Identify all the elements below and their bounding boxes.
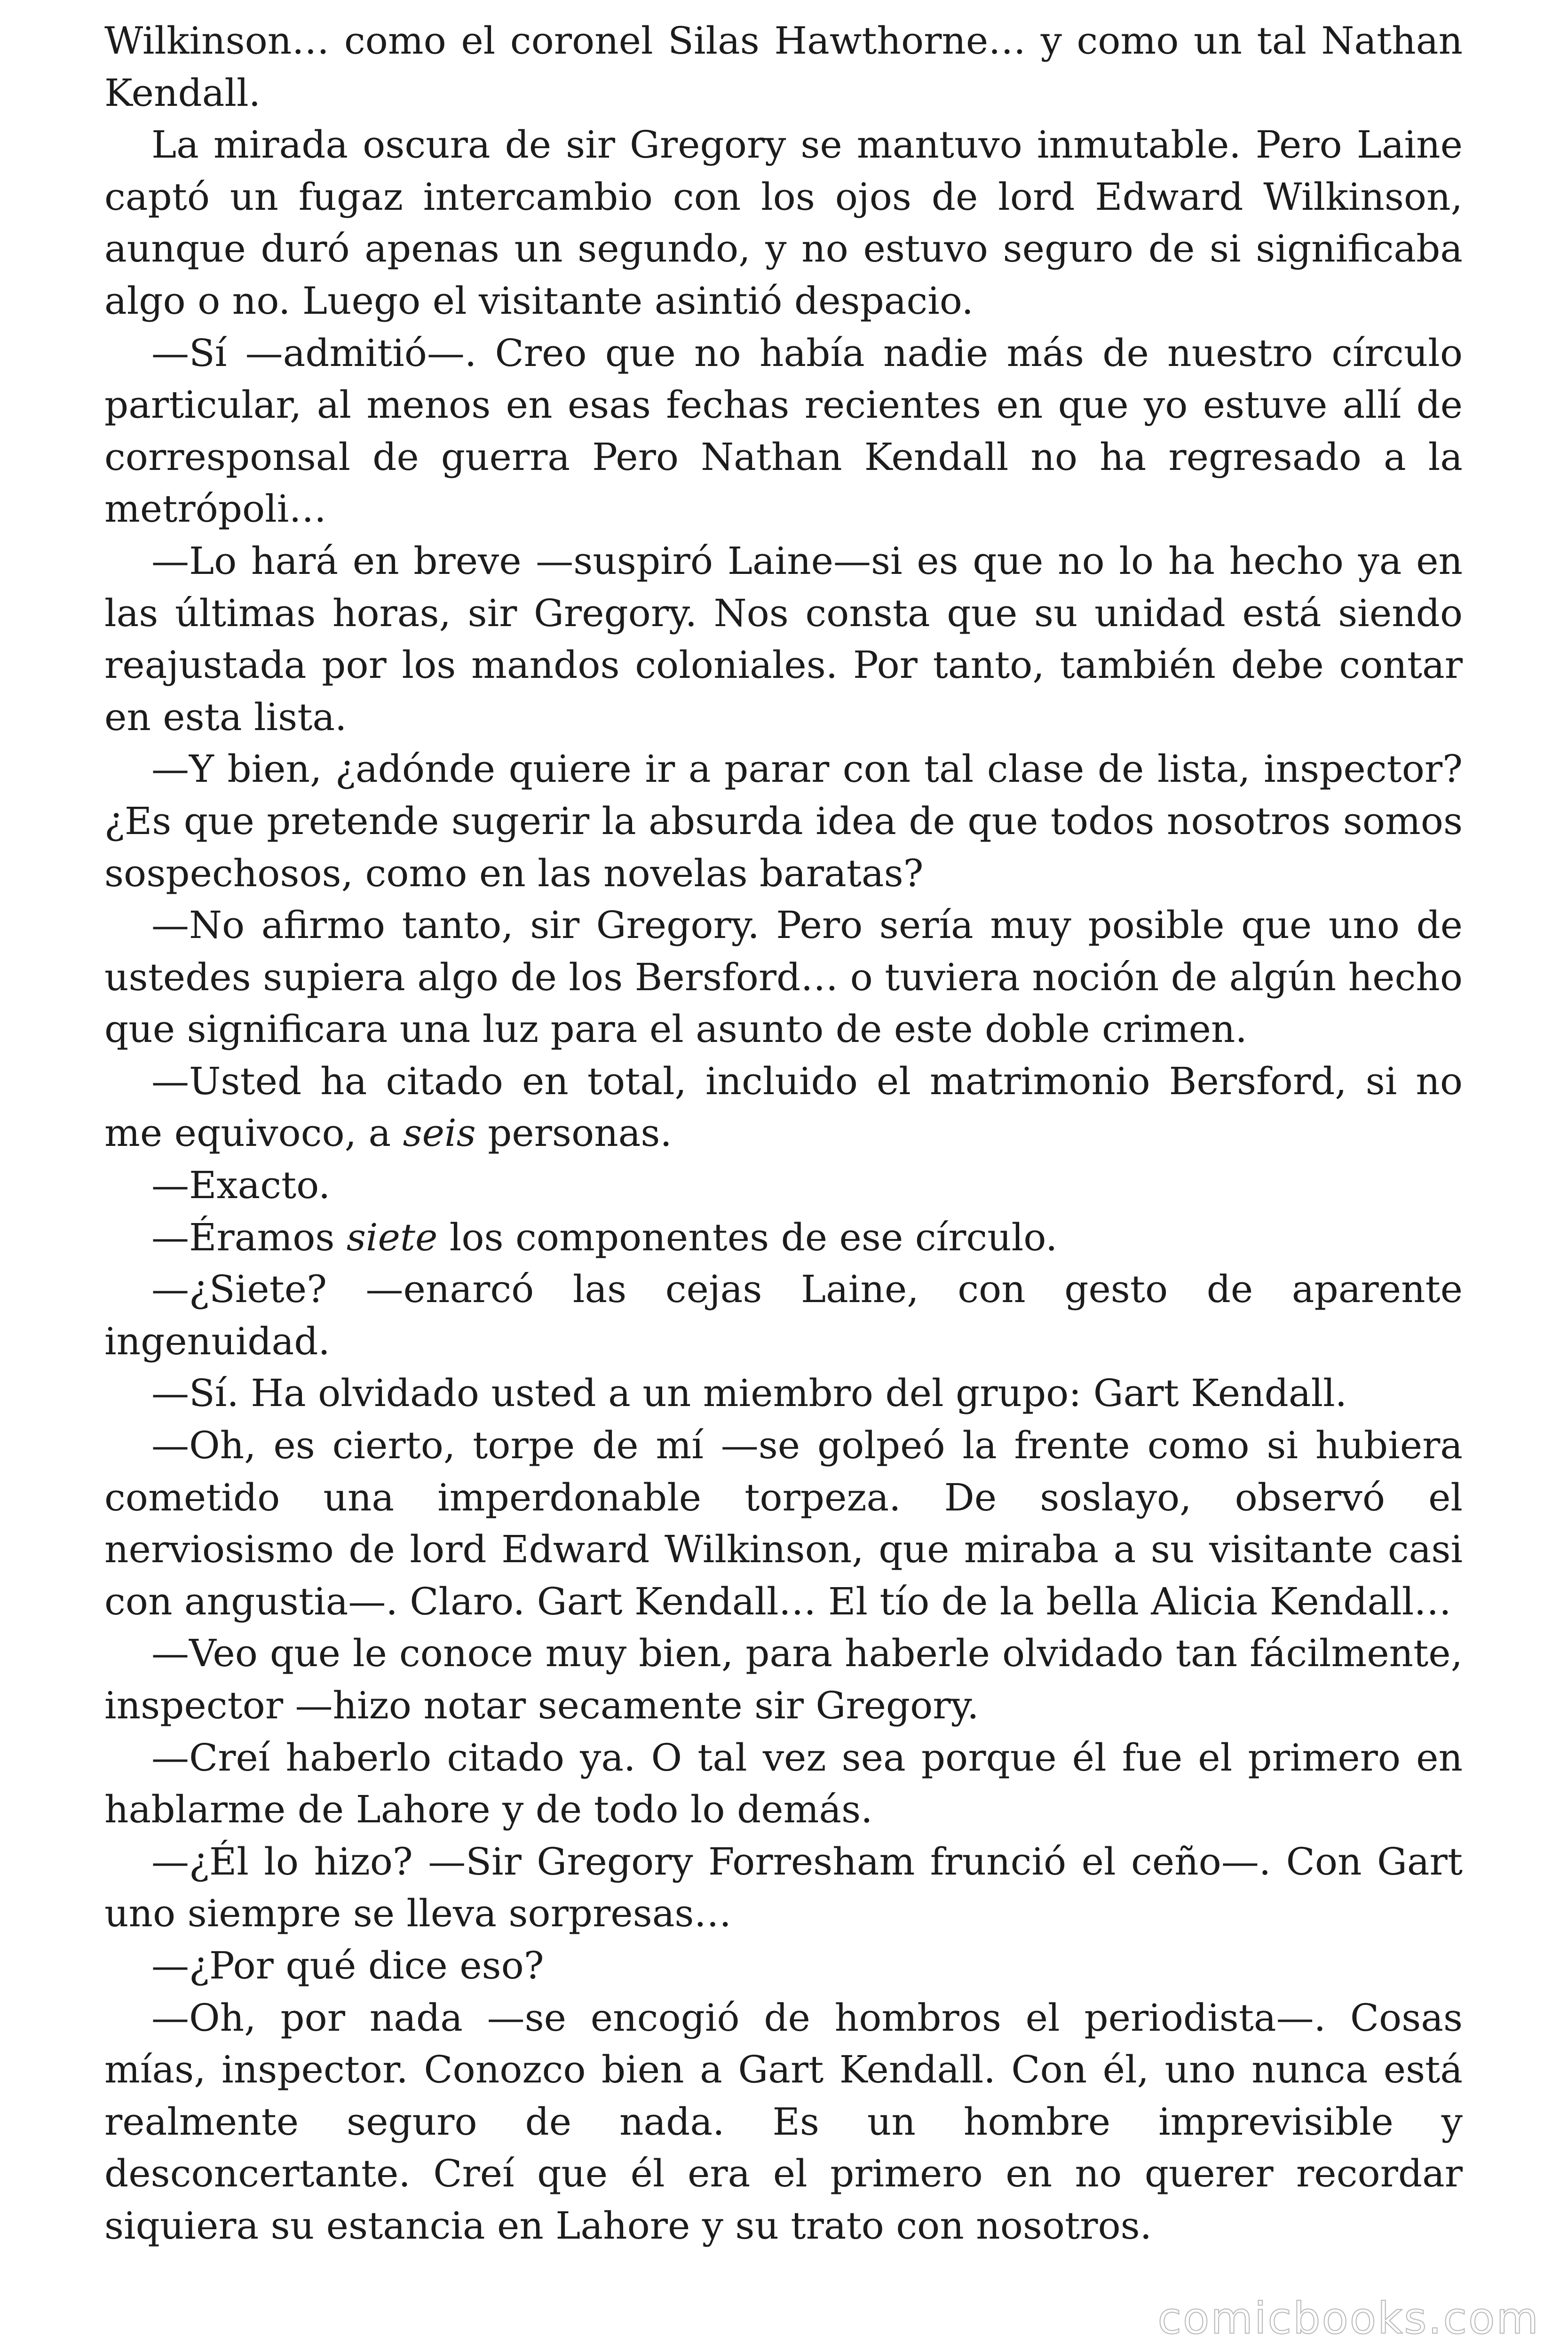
paragraph-7-text-before: —Usted ha citado en total, incluido el matrimonio Bersford, si no me equivoco, a — [104, 1059, 1463, 1155]
paragraph-7 — [104, 1056, 1463, 1160]
paragraph-8: —Exacto. — [151, 1163, 331, 1208]
paragraph-10: —¿Siete? —enarcó las cejas Laine, con gesto de aparente ingenuidad. — [104, 1267, 1463, 1363]
paragraph-3: —Sí —admitió—. Creo que no había nadie más de nuestro círculo particular, al menos en esas fechas recientes en que yo estuve allí de corresponsal de guerra Pero Nathan Kendall no ha regresado a la metrópoli… — [104, 331, 1463, 531]
paragraph-11: —Sí. Ha olvidado usted a un miembro del grupo: Gart Kendall. — [151, 1371, 1347, 1415]
paragraph-1: Wilkinson… como el coronel Silas Hawthorne… y como un tal Nathan Kendall. — [104, 19, 1463, 115]
paragraph-7-text-after: personas. — [475, 1111, 672, 1155]
paragraph-5: —Y bien, ¿adónde quiere ir a parar con tal clase de lista, inspector? ¿Es que pretende sugerir la absurda idea de que todos nosotros somos sospechosos, como en las novelas baratas? — [104, 747, 1463, 895]
paragraph-13: —Veo que le conoce muy bien, para haberle olvidado tan fácilmente, inspector —hizo notar secamente sir Gregory. — [104, 1631, 1463, 1727]
paragraph-7-emphasis: seis — [403, 1111, 476, 1155]
paragraph-9-emphasis: siete — [346, 1215, 438, 1259]
paragraph-15: —¿Él lo hizo? —Sir Gregory Forresham frunció el ceño—. Con Gart uno siempre se lleva sorpresas… — [104, 1839, 1463, 1936]
paragraph-6: —No afirmo tanto, sir Gregory. Pero sería muy posible que uno de ustedes supiera algo de los Bersford… o tuviera noción de algún hecho que significara una luz para el asunto de este doble crimen. — [104, 903, 1463, 1051]
paragraph-14: —Creí haberlo citado ya. O tal vez sea porque él fue el primero en hablarme de Lahore y de todo lo demás. — [104, 1735, 1463, 1832]
paragraph-9-text-after: los componentes de ese círculo. — [437, 1215, 1058, 1259]
paragraph-4: —Lo hará en breve —suspiró Laine—si es que no lo ha hecho ya en las últimas horas, sir Gregory. Nos consta que su unidad está siendo reajustada por los mandos coloniales. Por tanto, también debe contar en esta lista. — [104, 539, 1463, 739]
paragraph-9-text-before: —Éramos — [151, 1215, 347, 1259]
paragraph-17: —Oh, por nada —se encogió de hombros el periodista—. Cosas mías, inspector. Conozco bien a Gart Kendall. Con él, uno nunca está realmente seguro de nada. Es un hombre imprevisible y desconcertante. Creí que él era el primero en no querer recordar siquiera su estancia en Lahore y su trato con nosotros. — [104, 1995, 1463, 2248]
paragraph-2: La mirada oscura de sir Gregory se mantuvo inmutable. Pero Laine captó un fugaz intercambio con los ojos de lord Edward Wilkinson, aunque duró apenas un segundo, y no estuvo seguro de si significaba algo o no. Luego el visitante asintió despacio. — [104, 123, 1463, 323]
book-page — [104, 15, 1463, 2252]
paragraph-12: —Oh, es cierto, torpe de mí —se golpeó la frente como si hubiera cometido una imperdonable torpeza. De soslayo, observó el nerviosismo de lord Edward Wilkinson, que miraba a su visitante casi con angustia—. Claro. Gart Kendall… El tío de la bella Alicia Kendall… — [104, 1423, 1463, 1623]
paragraph-9 — [104, 1212, 1463, 1264]
watermark: comicbooks.com — [1157, 2293, 1540, 2344]
paragraph-16: —¿Por qué dice eso? — [151, 1943, 544, 1987]
